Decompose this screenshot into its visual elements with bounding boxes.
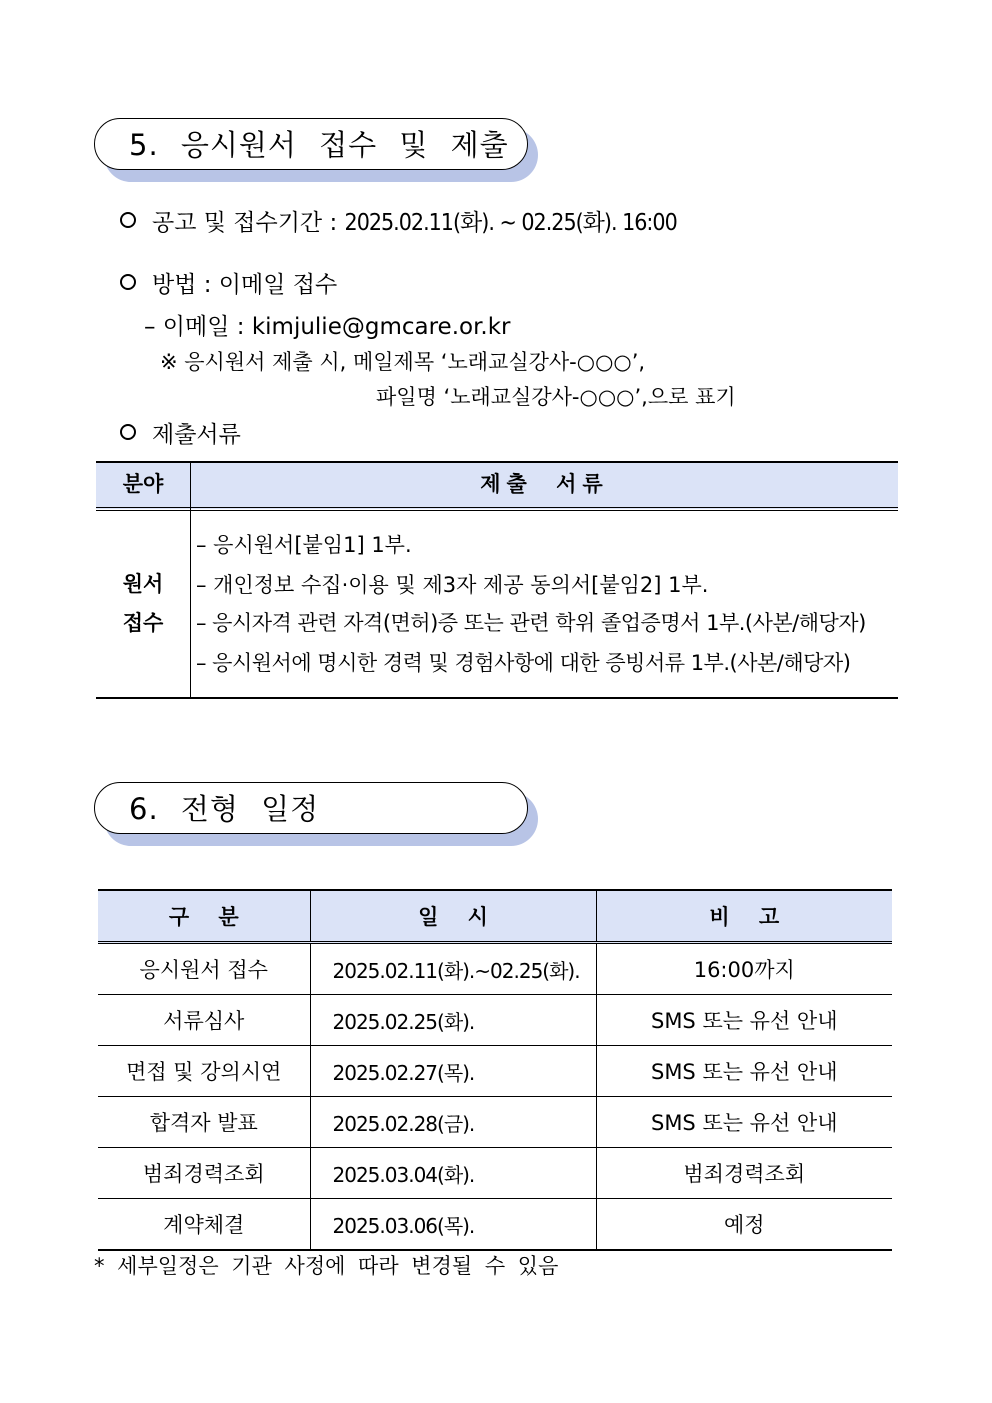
circle-bullet-icon xyxy=(120,274,136,290)
row-date: 2025.03.06(목). xyxy=(310,1199,596,1251)
row-remark: 범죄경력조회 xyxy=(596,1148,892,1199)
row-remark: SMS 또는 유선 안내 xyxy=(596,1046,892,1097)
note-line-2: 파일명 ‘노래교실강사-○○○’,으로 표기 xyxy=(376,385,736,409)
doc-item: – 응시자격 관련 자격(면허)증 또는 관련 학위 졸업증명서 1부.(사본/해당자) xyxy=(196,611,866,635)
category-line-1: 원서 xyxy=(122,572,164,596)
row-date: 2025.02.11(화).~02.25(화). xyxy=(310,943,596,995)
schedule-table xyxy=(98,889,892,1251)
table-row xyxy=(98,1046,892,1097)
category-line-2: 접수 xyxy=(122,611,164,635)
doc-item: – 응시원서에 명시한 경력 및 경험사항에 대한 증빙서류 1부.(사본/해당자) xyxy=(196,651,851,675)
row-remark: 16:00까지 xyxy=(596,943,892,995)
row-category: 범죄경력조회 xyxy=(98,1148,310,1199)
circle-bullet-icon xyxy=(120,212,136,228)
email-line: – 이메일 : kimjulie@gmcare.or.kr xyxy=(144,314,511,340)
table-row xyxy=(98,943,892,995)
circle-bullet-icon xyxy=(120,424,136,440)
row-category: 면접 및 강의시연 xyxy=(98,1046,310,1097)
table-row xyxy=(98,1199,892,1251)
row-remark: SMS 또는 유선 안내 xyxy=(596,1097,892,1148)
docs-heading-text: 제출서류 xyxy=(152,422,241,448)
table-row xyxy=(98,1097,892,1148)
table-row xyxy=(98,1148,892,1199)
row-date: 2025.02.28(금). xyxy=(310,1097,596,1148)
period-value: 2025.02.11(화). ~ 02.25(화). 16:00 xyxy=(344,210,677,236)
header-datetime: 일 시 xyxy=(310,890,596,943)
schedule-header-row xyxy=(98,890,892,943)
period-label: 공고 및 접수기간 : xyxy=(152,210,345,236)
row-date: 2025.02.27(목). xyxy=(310,1046,596,1097)
row-category: 서류심사 xyxy=(98,995,310,1046)
section5-title-box xyxy=(94,118,528,172)
method-line xyxy=(120,266,337,299)
doc-item: – 개인정보 수집·이용 및 제3자 제공 동의서[붙임2] 1부. xyxy=(196,573,709,597)
row-category: 합격자 발표 xyxy=(98,1097,310,1148)
header-field: 분야 xyxy=(122,472,164,496)
period-line xyxy=(120,204,677,237)
header-docs: 제출 서류 xyxy=(480,472,609,496)
row-date: 2025.02.25(화). xyxy=(310,995,596,1046)
row-remark: 예정 xyxy=(596,1199,892,1251)
section5-title: 5. 응시원서 접수 및 제출 xyxy=(94,118,528,170)
doc-item: – 응시원서[붙임1] 1부. xyxy=(196,533,412,557)
table-bottom-rule xyxy=(96,697,898,699)
category-cell xyxy=(96,565,190,643)
header-category: 구 분 xyxy=(98,890,310,943)
header-remarks: 비 고 xyxy=(596,890,892,943)
method-text: 방법 : 이메일 접수 xyxy=(152,272,338,298)
row-date: 2025.03.04(화). xyxy=(310,1148,596,1199)
footnote: * 세부일정은 기관 사정에 따라 변경될 수 있음 xyxy=(94,1254,559,1278)
header-double-rule xyxy=(96,507,898,511)
row-category: 응시원서 접수 xyxy=(98,943,310,995)
note-line-1: ※ 응시원서 제출 시, 메일제목 ‘노래교실강사-○○○’, xyxy=(160,350,646,374)
row-remark: SMS 또는 유선 안내 xyxy=(596,995,892,1046)
section6-title-box xyxy=(94,782,528,836)
row-category: 계약체결 xyxy=(98,1199,310,1251)
section6-title: 6. 전형 일정 xyxy=(94,782,528,834)
table-row xyxy=(98,995,892,1046)
docs-heading xyxy=(120,416,241,449)
